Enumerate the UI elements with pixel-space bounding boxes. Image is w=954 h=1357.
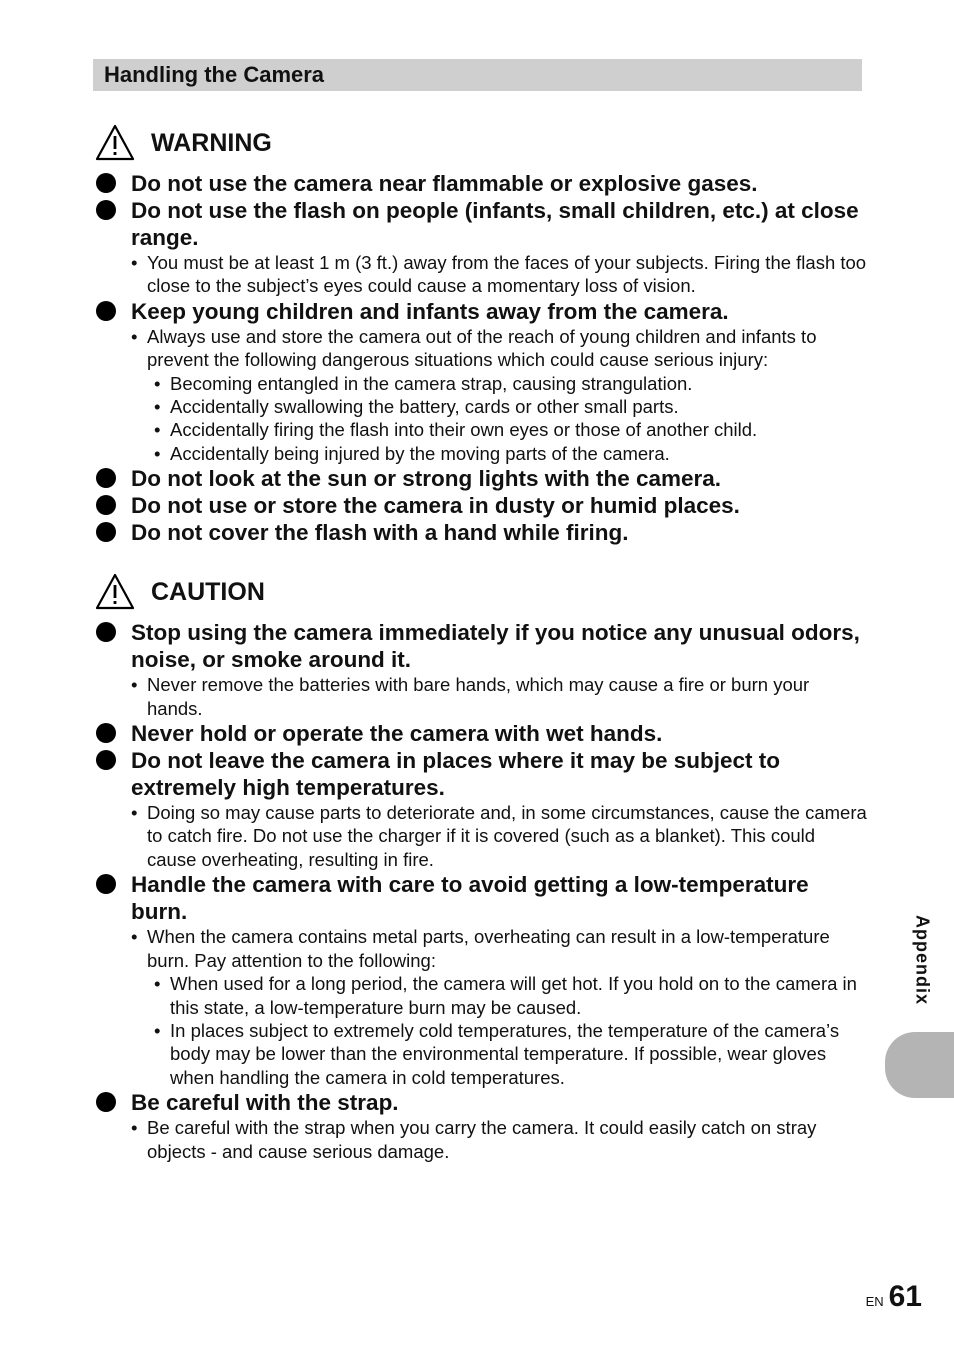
- appendix-edge-label: Appendix: [912, 914, 933, 1006]
- warning-item-heading: Do not use or store the camera in dusty or humid places.: [93, 492, 868, 519]
- bullet-dot-icon: [96, 750, 116, 770]
- bullet-dot-icon: [96, 1092, 116, 1112]
- warning-triangle-icon: [95, 123, 135, 163]
- caution-item-heading: Handle the camera with care to avoid getting a low-temperature burn.: [93, 871, 868, 925]
- section-title: Handling the Camera: [93, 59, 862, 91]
- caution-item-heading: Do not leave the camera in places where it may be subject to extremely high temperatures.: [93, 747, 868, 801]
- sub-list-item: • Accidentally firing the flash into their own eyes or those of another child.: [154, 419, 758, 441]
- bullet-dot-icon: [96, 301, 116, 321]
- appendix-edge-tab: [885, 1032, 954, 1098]
- bullet-dot-icon: [96, 522, 116, 542]
- page-language: EN: [865, 1294, 884, 1309]
- caution-item-heading: Be careful with the strap.: [93, 1089, 868, 1116]
- page-number-value: 61: [888, 1280, 922, 1313]
- warning-item-heading: Do not look at the sun or strong lights with the camera.: [93, 465, 868, 492]
- sub-list-item: • Becoming entangled in the camera strap, causing strangulation.: [154, 372, 693, 394]
- caution-header: [93, 565, 868, 619]
- list-item: • Never remove the batteries with bare hands, which may cause a fire or burn your hands.: [131, 674, 810, 719]
- warning-item-heading: Do not use the camera near flammable or explosive gases.: [93, 170, 868, 197]
- warning-title: WARNING: [151, 128, 272, 157]
- list-item: • You must be at least 1 m (3 ft.) away from the faces of your subjects. Firing the flash too close to the subject’s eyes could cause a momentary loss of vision.: [131, 252, 867, 297]
- sub-list-item: • Accidentally swallowing the battery, cards or other small parts.: [154, 396, 679, 418]
- safety-content: [93, 108, 868, 1163]
- caution-title: CAUTION: [151, 577, 265, 606]
- warning-header: [93, 116, 868, 170]
- sub-list-item: • Accidentally being injured by the moving parts of the camera.: [154, 442, 670, 464]
- bullet-dot-icon: [96, 200, 116, 220]
- bullet-dot-icon: [96, 874, 116, 894]
- bullet-dot-icon: [96, 173, 116, 193]
- list-item: • Be careful with the strap when you carry the camera. It could easily catch on stray objects - and cause serious damage.: [131, 1117, 817, 1162]
- bullet-dot-icon: [96, 468, 116, 488]
- list-item: • When the camera contains metal parts, overheating can result in a low-temperature burn. Pay attention to the following:: [131, 926, 830, 971]
- warning-item-heading: Keep young children and infants away from the camera.: [93, 298, 868, 325]
- caution-triangle-icon: [95, 572, 135, 612]
- bullet-dot-icon: [96, 723, 116, 743]
- bullet-dot-icon: [96, 622, 116, 642]
- sub-list-item: • In places subject to extremely cold temperatures, the temperature of the camera’s body may be lower than the environmental temperature. If possible, wear gloves when handling the camera in cold temperatures.: [154, 1019, 840, 1088]
- page-number: [866, 1280, 922, 1314]
- bullet-dot-icon: [96, 495, 116, 515]
- caution-item-heading: Stop using the camera immediately if you notice any unusual odors, noise, or smoke around it.: [93, 619, 868, 673]
- sub-list-item: • When used for a long period, the camera will get hot. If you hold on to the camera in this state, a low-temperature burn may be caused.: [154, 973, 857, 1018]
- warning-item-heading: Do not use the flash on people (infants, small children, etc.) at close range.: [93, 197, 868, 251]
- caution-item-heading: Never hold or operate the camera with wet hands.: [93, 720, 868, 747]
- list-item: • Always use and store the camera out of the reach of young children and infants to prevent the following dangerous situations which could cause serious injury:: [131, 325, 817, 371]
- warning-item-heading: Do not cover the flash with a hand while firing.: [93, 519, 868, 546]
- list-item: • Doing so may cause parts to deteriorate and, in some circumstances, cause the camera to catch fire. Do not use the charger if it is covered (such as a blanket). This could cause overheating, resulting in fire.: [131, 802, 867, 870]
